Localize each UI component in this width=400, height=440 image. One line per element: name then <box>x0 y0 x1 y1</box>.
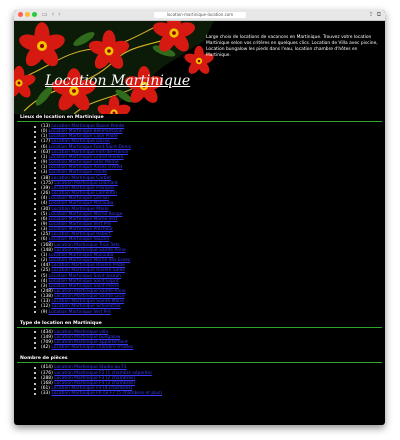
listing-count: (2) <box>41 258 48 264</box>
listing-count: (4) <box>41 201 48 207</box>
location-link[interactable]: Location Martinique F2 (1 chambre séparée) <box>54 370 152 376</box>
location-link[interactable]: Location Martinique bungalow <box>54 334 121 340</box>
location-link[interactable]: Location Martinique villa <box>54 329 109 335</box>
location-link[interactable]: Location Martinique Vauclin <box>48 237 110 243</box>
section <box>14 114 385 315</box>
list-item <box>41 391 385 396</box>
section <box>14 355 385 396</box>
listing-count: (4) <box>41 278 48 284</box>
listing-count: (149) <box>41 334 53 340</box>
location-link[interactable]: Location Martinique Fond-Saint-Denis <box>48 144 131 150</box>
browser-window <box>14 10 385 425</box>
location-link[interactable]: Location Martinique Carbet <box>51 175 112 181</box>
close-window-button[interactable] <box>18 12 23 17</box>
address-bar[interactable] <box>154 12 246 18</box>
location-link[interactable]: Location Martinique F6 ou F7 (5 chambres et plus) <box>51 391 163 397</box>
location-link[interactable]: Location Martinique Case Pilote <box>48 134 118 140</box>
site-title[interactable]: Location Martinique <box>45 73 191 89</box>
listing-count: (1) <box>41 252 48 258</box>
location-link[interactable]: Location Martinique Sainte Anne <box>54 247 126 253</box>
location-list <box>14 124 385 315</box>
listing-count: (3) <box>41 170 48 176</box>
site-tagline: Large choix de locations de vacances en Martinique. Trouvez votre location Martinique selon vos critères en quelques clics. Location de Villa avec piscine, Location bungalow les pieds dans l'eau, location chambre d'hôtes en Martinique. <box>206 35 378 58</box>
location-link[interactable]: Location Martinique Marin <box>51 206 109 212</box>
listing-count: (13) <box>41 124 51 129</box>
location-link[interactable]: Location Martinique Grand Rivière <box>48 154 124 160</box>
location-link[interactable]: Location Martinique Trinité <box>48 170 107 176</box>
location-link[interactable]: Location Martinique Prêcheur <box>48 227 113 233</box>
location-link[interactable]: Location Martinique Lorrain <box>48 196 109 202</box>
listing-count: (138) <box>41 294 53 300</box>
listing-count: (38) <box>41 175 51 181</box>
listing-count: (39) <box>41 185 51 191</box>
location-link[interactable]: Location Martinique Saint Esprit <box>48 278 119 284</box>
listing-count: (376) <box>41 370 53 376</box>
listing-count: (0) <box>41 129 48 135</box>
location-link[interactable]: Location Martinique Schoelcher <box>51 304 121 310</box>
listing-count: (6) <box>41 144 48 150</box>
listing-count: (175) <box>41 180 53 186</box>
listing-count: (288) <box>41 375 53 381</box>
listing-count: (6) <box>41 216 48 222</box>
listing-count: (9) <box>41 221 48 227</box>
content-area <box>14 114 385 396</box>
listing-count: (9) <box>41 160 48 166</box>
section-title: Type de location en Martinique <box>20 320 102 326</box>
section-title: Nombre de pièces <box>20 356 68 362</box>
window-controls <box>18 12 37 17</box>
listing-count: (1) <box>41 154 48 160</box>
location-link[interactable]: Location Martinique Morne Rouge <box>48 211 123 217</box>
section-divider <box>17 327 382 328</box>
listing-count: (30) <box>41 206 51 212</box>
location-link[interactable]: Location Martinique Basse Pointe <box>51 124 125 129</box>
location-link[interactable]: Location Martinique Vert Pré <box>48 221 111 227</box>
listing-count: (434) <box>41 329 53 335</box>
listing-count: (5) <box>41 273 48 279</box>
share-icon[interactable]: ⇪ <box>368 11 374 18</box>
location-list <box>14 365 385 396</box>
listing-count: (168) <box>41 380 53 386</box>
listing-count: (148) <box>41 247 53 253</box>
listing-count: (3) <box>41 283 48 289</box>
listing-count: (17) <box>41 139 51 145</box>
section-divider <box>17 121 382 122</box>
listing-count: (13) <box>41 299 51 305</box>
listing-count: (1) <box>41 165 48 171</box>
location-link[interactable]: Location Martinique Gros Morne <box>48 160 119 166</box>
list-item <box>41 345 385 350</box>
location-list <box>14 330 385 351</box>
listing-count: (61) <box>41 386 51 392</box>
location-link[interactable]: Location Martinique appartement <box>54 340 128 346</box>
location-link[interactable]: Location Martinique Rivière Salée <box>51 268 125 274</box>
location-link[interactable]: Location Martinique Saint-Joseph <box>48 273 122 279</box>
listing-count: (25) <box>41 232 51 238</box>
listing-count: (4) <box>41 196 48 202</box>
site-header <box>14 21 385 114</box>
listing-count: (12) <box>41 304 51 310</box>
location-link[interactable]: Location Martinique Vert Pré <box>48 309 111 315</box>
section-title: Lieux de location en Martinique <box>20 115 104 120</box>
location-link[interactable]: Location Martinique F3 (2 chambres) <box>54 375 136 381</box>
location-link[interactable]: Location Martinique Trois Îlets <box>54 242 120 248</box>
browser-titlebar <box>14 10 385 21</box>
location-link[interactable]: Location Martinique F4 (3 chambres) <box>54 380 136 386</box>
tabs-icon[interactable]: ⧉ <box>376 11 381 18</box>
listing-count: (168) <box>41 242 53 248</box>
listing-count: (6) <box>41 237 48 243</box>
location-link[interactable]: Location Martinique Saint-Pierre <box>48 283 119 289</box>
listing-count: (248) <box>41 289 53 294</box>
listing-count: (63) <box>41 149 51 155</box>
section <box>14 320 385 351</box>
minimize-window-button[interactable] <box>25 12 30 17</box>
location-link[interactable]: Location Martinique F5 (4 chambres) <box>51 386 133 392</box>
location-link[interactable]: Location Martinique Diamant <box>54 180 118 186</box>
list-item <box>41 310 385 315</box>
location-link[interactable]: Location Martinique Fort-de-France <box>51 149 129 155</box>
location-link[interactable]: Location Martinique François <box>51 185 115 191</box>
location-link[interactable]: Location Martinique Sainte-Anne <box>54 289 126 294</box>
location-link[interactable]: Location Martinique Sainte Luce <box>54 294 125 300</box>
listing-count: (44) <box>41 263 51 269</box>
location-link[interactable]: Location Martinique chambre d'hôtes <box>51 345 134 351</box>
location-link[interactable]: Location Martinique Robert <box>51 232 111 238</box>
listing-count: (5) <box>41 211 48 217</box>
location-link[interactable]: Location Martinique Bellefontaine <box>48 129 123 135</box>
listing-count: (25) <box>41 268 51 274</box>
location-link[interactable]: Location Martinique Anses d'Arlet <box>48 165 123 171</box>
location-link[interactable]: Location Martinique Sainte-Marie <box>51 299 124 305</box>
location-link[interactable]: Location Martinique Ducos <box>51 139 110 145</box>
location-link[interactable]: Location Martinique Morne des Esses <box>48 258 131 264</box>
listing-count: (26) <box>41 191 51 197</box>
listing-count: (709) <box>41 340 53 346</box>
listing-count: (3) <box>41 227 48 233</box>
forward-icon[interactable]: › <box>58 11 61 18</box>
listing-count: (33) <box>41 391 51 397</box>
listing-count: (414) <box>41 365 53 371</box>
location-link[interactable]: Location Martinique Morne Vert <box>48 216 118 222</box>
listing-count: (42) <box>41 345 51 351</box>
location-link[interactable]: Location Martinique Macouba <box>48 201 114 207</box>
listing-count: (9) <box>41 309 48 315</box>
location-link[interactable]: Location Martinique Lamentin <box>51 191 117 197</box>
back-icon[interactable]: ‹ <box>51 11 55 18</box>
zoom-window-button[interactable] <box>32 12 37 17</box>
listing-count: (1) <box>41 134 48 140</box>
location-link[interactable]: Location Martinique Studio ou F1 <box>54 365 127 371</box>
location-link[interactable]: Location Martinique Macouba <box>48 252 114 258</box>
address-bar-text: location-martinique-location.com <box>166 12 234 17</box>
location-link[interactable]: Location Martinique Rivière Pilote <box>51 263 125 269</box>
sidebar-icon[interactable]: ▭ <box>42 11 48 18</box>
section-divider <box>17 362 382 363</box>
